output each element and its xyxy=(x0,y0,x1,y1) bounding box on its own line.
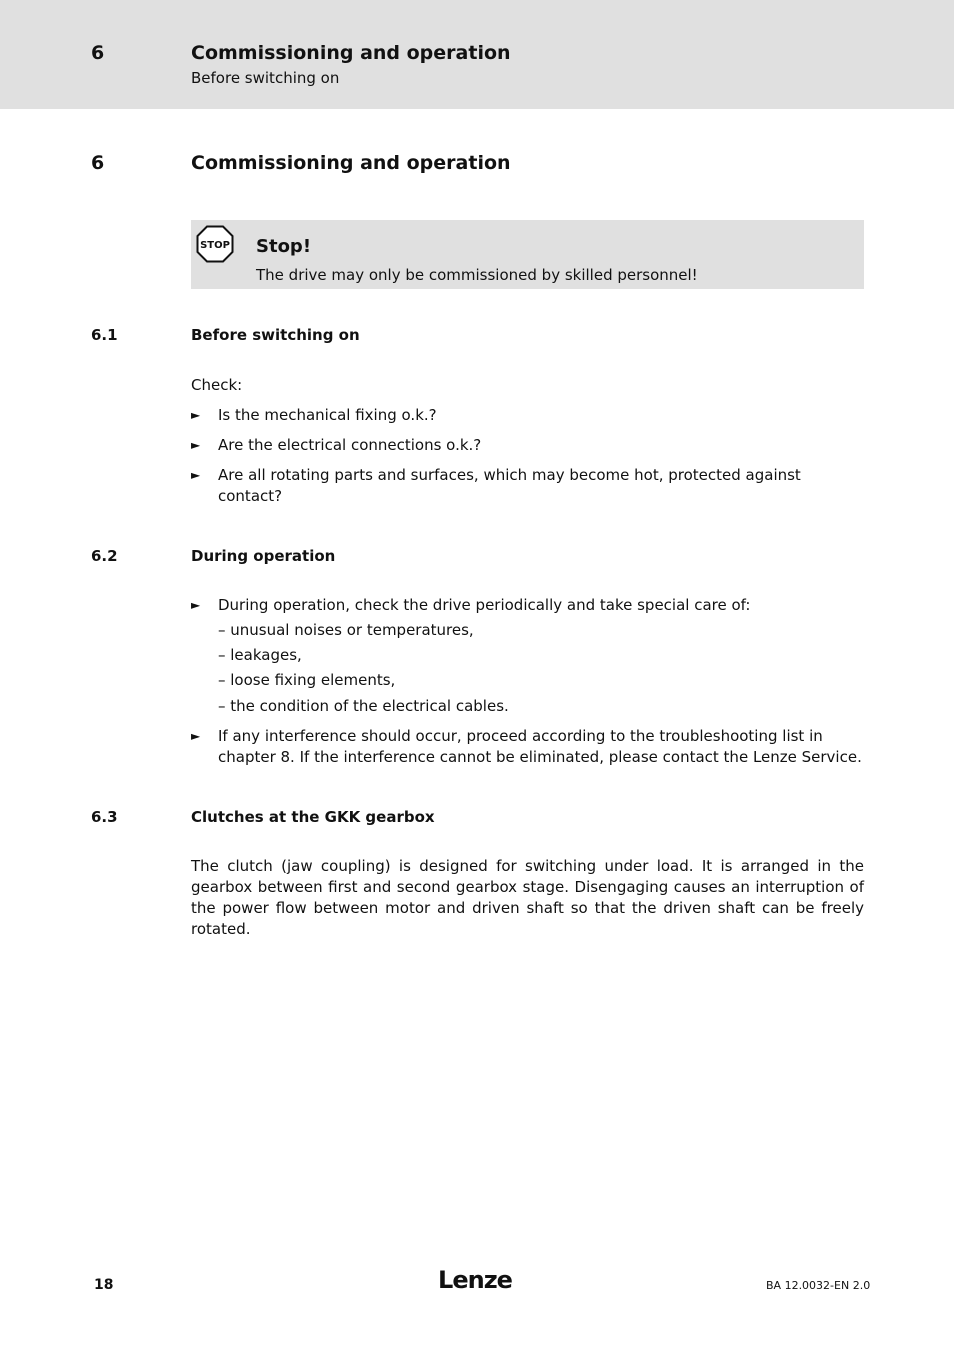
bullet-arrow-icon: ► xyxy=(191,408,201,422)
bullet-arrow-icon: ► xyxy=(191,438,201,452)
stop-title: Stop! xyxy=(256,236,312,257)
sub-list-item: – unusual noises or temperatures, xyxy=(218,621,474,639)
stop-text: The drive may only be commissioned by skilled personnel! xyxy=(256,266,698,284)
chapter-number: 6 xyxy=(91,152,105,174)
running-header xyxy=(0,0,954,109)
page-number: 18 xyxy=(94,1277,114,1293)
list-item: ► During operation, check the drive periodically and take special care of: xyxy=(191,596,751,614)
svg-text:STOP: STOP xyxy=(200,240,230,251)
sub-list-item: – the condition of the electrical cables. xyxy=(218,697,509,715)
bullet-arrow-icon: ► xyxy=(191,468,201,482)
stop-sign-icon xyxy=(196,225,234,263)
section-number: 6.2 xyxy=(91,547,118,565)
bullet-arrow-icon: ► xyxy=(191,598,201,612)
section-title: Clutches at the GKK gearbox xyxy=(191,808,435,826)
clutch-paragraph: The clutch (jaw coupling) is designed for switching under load. It is arranged in the gearbox between first and second gearbox stage. Disengaging causes an interruption of the power flow between motor and driven shaft so that the driven shaft can be freely rotated. xyxy=(191,857,864,938)
document-id: BA 12.0032-EN 2.0 xyxy=(766,1279,871,1292)
stop-notice xyxy=(191,220,864,289)
chapter-title: Commissioning and operation xyxy=(191,152,511,174)
lenze-logo xyxy=(435,1264,515,1294)
section-title: Before switching on xyxy=(191,326,360,344)
section-number: 6.1 xyxy=(91,326,118,344)
list-item: ► Are the electrical connections o.k.? xyxy=(191,436,482,454)
section-title: During operation xyxy=(191,547,336,565)
section-number: 6.3 xyxy=(91,808,118,826)
running-header-title: Commissioning and operation xyxy=(191,42,511,64)
sub-list-item: – leakages, xyxy=(218,646,302,664)
list-item: ► Is the mechanical fixing o.k.? xyxy=(191,406,437,424)
running-header-subtitle: Before switching on xyxy=(191,69,340,87)
list-item: ► Are all rotating parts and surfaces, which may become hot, protected against contact? xyxy=(191,466,801,505)
running-header-number: 6 xyxy=(91,42,105,64)
check-intro: Check: xyxy=(191,376,243,394)
list-item: ► If any interference should occur, proceed according to the troubleshooting list in chapter 8. If the interference cannot be eliminated, please contact the Lenze Service. xyxy=(191,727,862,766)
svg-text:Lenze: Lenze xyxy=(438,1266,512,1294)
sub-list-item: – loose fixing elements, xyxy=(218,671,396,689)
bullet-arrow-icon: ► xyxy=(191,729,201,743)
